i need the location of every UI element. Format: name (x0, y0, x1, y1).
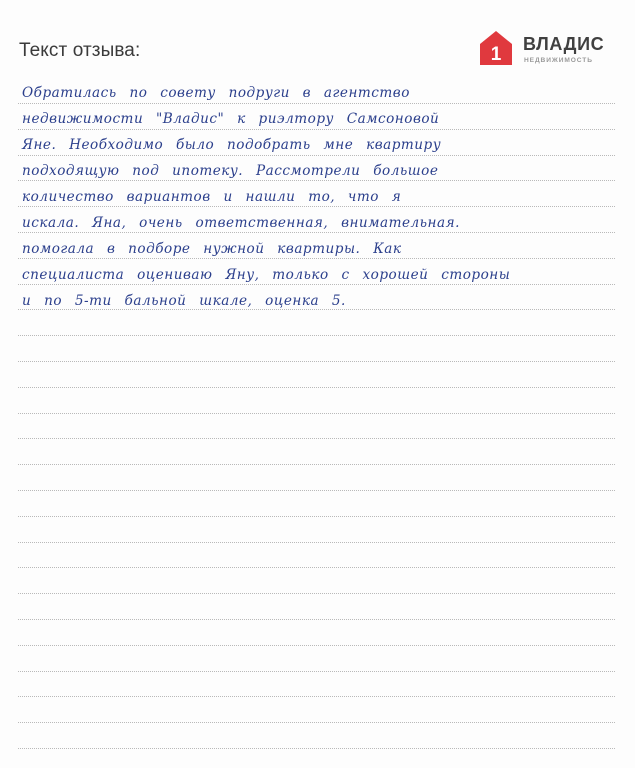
ruled-line (18, 645, 615, 646)
ruled-line (18, 413, 615, 414)
ruled-line (18, 593, 615, 594)
ruled-line (18, 335, 615, 336)
review-line: помогала в подборе нужной квартиры. Как (22, 241, 402, 257)
ruled-line (18, 671, 615, 672)
ruled-line (18, 490, 615, 491)
review-line: специалиста оцениваю Яну, только с хорошей стороны (22, 267, 511, 283)
ruled-line (18, 361, 615, 362)
ruled-line (18, 567, 615, 568)
review-line: и по 5-ти бальной шкале, оценка 5. (22, 293, 346, 309)
ruled-line (18, 696, 615, 697)
ruled-line (18, 464, 615, 465)
review-line: Обратилась по совету подруги в агентство (22, 85, 410, 101)
ruled-line (18, 542, 615, 543)
review-line: количество вариантов и нашли то, что я (22, 189, 402, 205)
ruled-line (18, 722, 615, 723)
ruled-line (18, 619, 615, 620)
ruled-line (18, 438, 615, 439)
review-line: подходящую под ипотеку. Рассмотрели большое (22, 163, 439, 179)
logo-mark-glyph: 1 (490, 44, 502, 65)
brand-name: ВЛАДИС (523, 34, 605, 54)
review-line: недвижимости "Владис" к риэлтору Самсоновой (22, 111, 440, 127)
ruled-line (18, 748, 615, 749)
review-line: Яне. Необходимо было подобрать мне квартиру (22, 137, 442, 153)
brand-tagline: НЕДВИЖИМОСТЬ (524, 57, 593, 64)
ruled-line (18, 516, 615, 517)
review-line: искала. Яна, очень ответственная, внимательная. (22, 215, 460, 231)
form-title: Текст отзыва: (19, 40, 141, 61)
ruled-line (18, 387, 615, 388)
